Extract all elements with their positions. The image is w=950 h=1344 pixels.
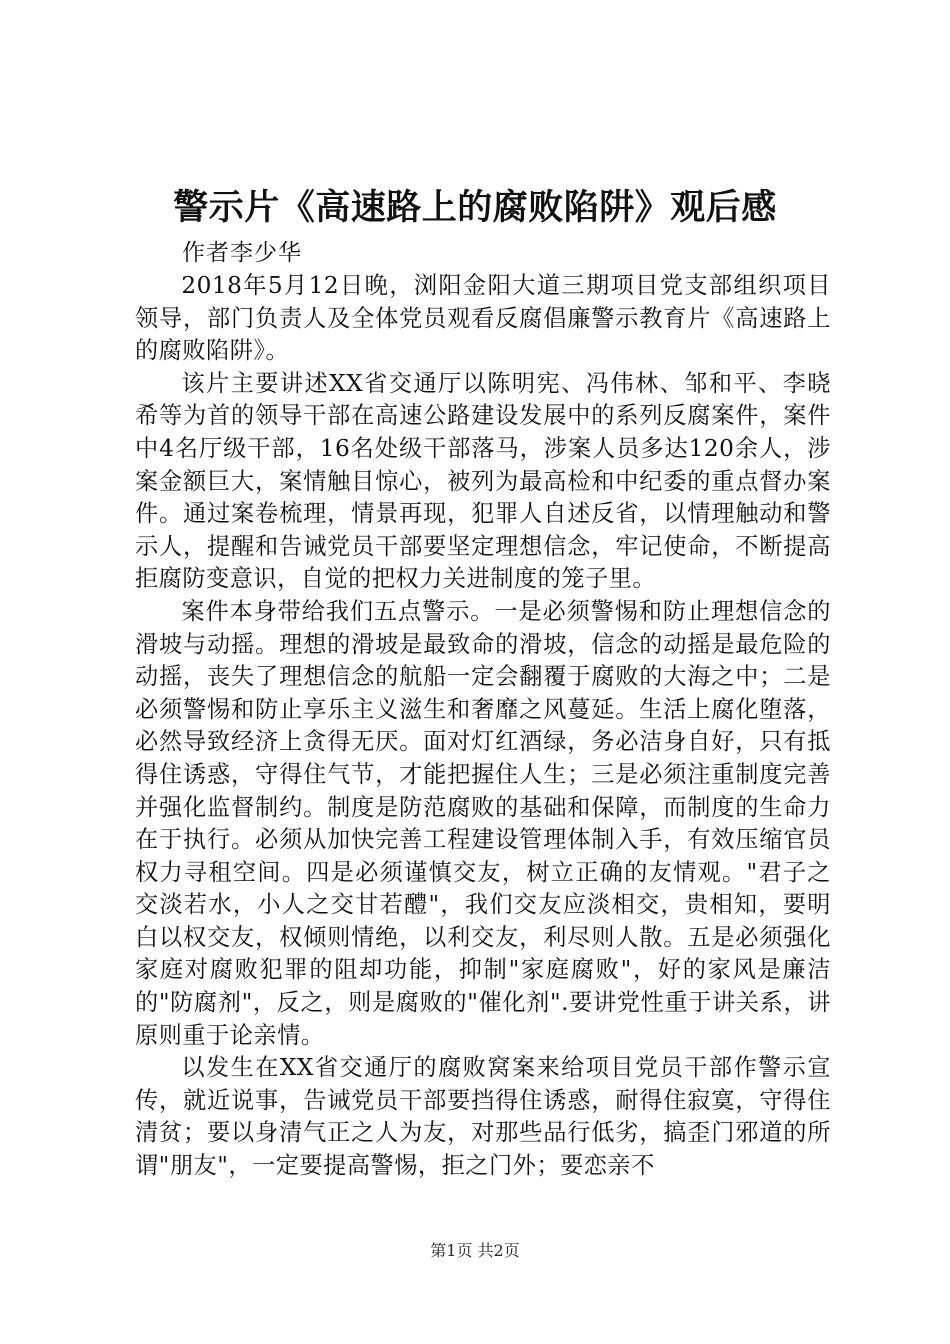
paragraph-3: 案件本身带给我们五点警示。一是必须警惕和防止理想信念的滑坡与动摇。理想的滑坡是最致命的滑坡，信念的动摇是最危险的动摇，丧失了理想信念的航船一定会翻覆于腐败的大海之中；二是必须警惕和防止享乐主义滋生和奢靡之风蔓延。生活上腐化堕落，必然导致经济上贪得无厌。面对灯红酒绿，务必洁身自好，只有抵得住诱惑，守得住气节，才能把握住人生；三是必须注重制度完善并强化监督制约。制度是防范腐败的基础和保障，而制度的生命力在于执行。必须从加快完善工程建设管理体制入手，有效压缩官员权力寻租空间。四是必须谨慎交友，树立正确的友情观。"君子之交淡若水，小人之交甘若醴"，我们交友应淡相交，贵相知，要明白以权交友，权倾则情绝，以利交友，利尽则人散。五是必须强化家庭对腐败犯罪的阻却功能，抑制"家庭腐败"，好的家风是廉洁的"防腐剂"，反之，则是腐败的"催化剂".要讲党性重于讲关系，讲原则重于论亲情。 — [135, 597, 831, 1049]
author-line: 作者李少华 — [182, 240, 302, 266]
document-title: 警示片《高速路上的腐败陷阱》观后感 — [173, 187, 777, 228]
document-body — [135, 270, 831, 1180]
page-footer: 第1页 共2页 — [430, 1241, 520, 1260]
paragraph-1: 2018年5月12日晚，浏阳金阳大道三期项目党支部组织项目领导，部门负责人及全体党员观看反腐倡廉警示教育片《高速路上的腐败陷阱》。 — [135, 272, 831, 365]
paragraph-2: 该片主要讲述XX省交通厅以陈明宪、冯伟林、邹和平、李晓希等为首的领导干部在高速公路建设发展中的系列反腐案件，案件中4名厅级干部，16名处级干部落马，涉案人员多达120余人，涉案金额巨大，案情触目惊心，被列为最高检和中纪委的重点督办案件。通过案卷梳理，情景再现，犯罪人自述反省，以情理触动和警示人，提醒和告诫党员干部要坚定理想信念，牢记使命，不断提高拒腐防变意识，自觉的把权力关进制度的笼子里。 — [135, 369, 831, 593]
paragraph-4: 以发生在XX省交通厅的腐败窝案来给项目党员干部作警示宣传，就近说事，告诫党员干部要挡得住诱惑，耐得住寂寞，守得住清贫；要以身清气正之人为友，对那些品行低劣，搞歪门邪道的所谓"朋友"，一定要提高警惕，拒之门外；要恋亲不 — [135, 1054, 831, 1180]
